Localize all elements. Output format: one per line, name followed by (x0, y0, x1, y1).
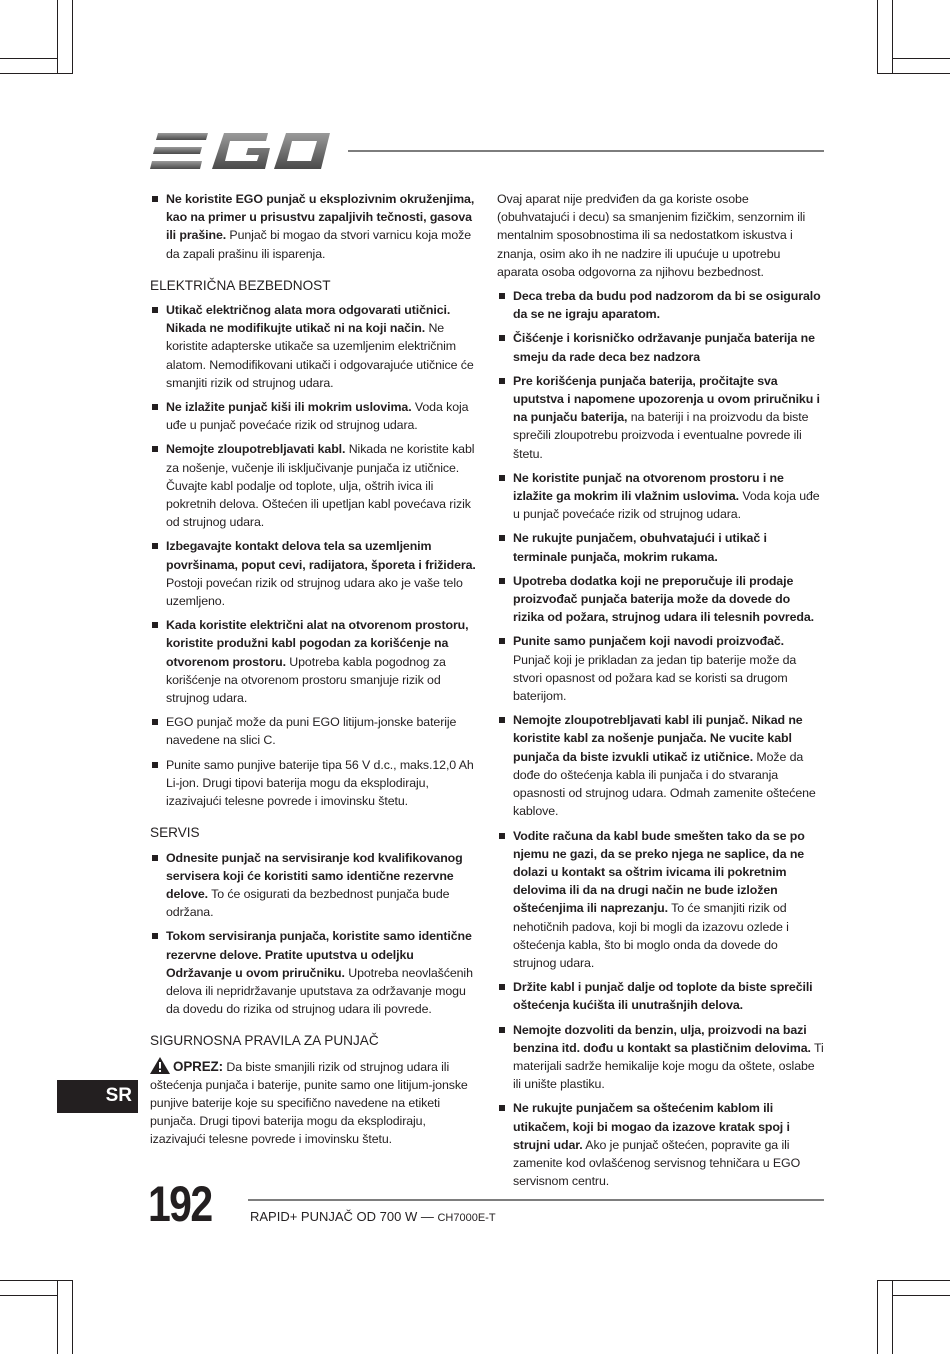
service-list (150, 849, 476, 1019)
list-item: Ne koristite punjač na otvorenom prostoru i ne izlažite ga mokrim ili vlažnim uslovima. Voda koja uđe u punjač povećaće rizik od strujnog udara. (497, 469, 824, 524)
list-item: Nemojte zloupotrebljavati kabl. Nikada ne koristite kabl za nošenje, vučenje ili isključivanje punjača iz utičnice. Čuvajte kabl podalje od toplote, ulja, oštrih ivica ili pokretnih delova. Oštećen ili upetljan kabl povećava rizik od strujnog udara. (150, 440, 476, 531)
footer-title (250, 1209, 496, 1224)
crop-mark (893, 1295, 950, 1296)
list-item: Nemojte zloupotrebljavati kabl ili punjač. Nikad ne koristite kabl za nošenje punjača. Ne vucite kabl punjača da biste izvukli utikač iz utičnice. Može da dođe do oštećenja kabla ili punjača i do stvaranja opasnosti od strujnog udara. Odmah zamenite oštećene kablove. (497, 711, 824, 820)
crop-mark (0, 1280, 72, 1281)
crop-mark (72, 1280, 73, 1354)
list-item: Izbegavajte kontakt delova tela sa uzemljenim površinama, poput cevi, radijatora, šporeta i frižidera. Postoji povećan rizik od strujnog udara ako je vaše telo uzemljeno. (150, 537, 476, 610)
list-item: Deca treba da budu pod nadzorom da bi se osiguralo da se ne igraju aparatom. (497, 287, 824, 323)
list-item: Utikač električnog alata mora odgovarati utičnici. Nikada ne modifikujte utikač ni na koji način. Ne koristite adapterske utikače sa uzemljenim električnim alatom. Nemodifikovani utikači i odgovarajuće utičnice će smanjiti rizik od strujnog udara. (150, 301, 476, 392)
crop-mark (0, 58, 57, 59)
list-item: Držite kabl i punjač dalje od toplote da biste sprečili oštećenja kućišta ili unutrašnjih delova. (497, 978, 824, 1014)
list-item: Punite samo punjačem koji navodi proizvođač. Punjač koji je prikladan za jedan tip baterije može da stvori opasnost od požara kad se koristi sa drugom baterijom. (497, 632, 824, 705)
list-item: Punite samo punjive baterije tipa 56 V d.c., maks.12,0 Ah Li-jon. Drugi tipovi baterija mogu da eksplodiraju, izazivajući telesne povrede i imovinsku štetu. (150, 756, 476, 811)
left-column (150, 190, 476, 1155)
charger-safety-heading: SIGURNOSNA PRAVILA ZA PUNJAČ (150, 1033, 379, 1049)
language-tab (57, 1080, 138, 1113)
list-item: Nemojte dozvoliti da benzin, ulja, proizvodi na bazi benzina itd. dođu u kontakt sa plastičnim delovima. Ti materijali sadrže hemikalije koje mogu da oštete, oslabe ili unište plastiku. (497, 1021, 824, 1094)
crop-mark (892, 1280, 893, 1354)
language-code: SR (105, 1085, 132, 1106)
page-number: 192 (148, 1176, 212, 1232)
list-item: Ne izlažite punjač kiši ili mokrim uslovima. Voda koja uđe u punjač povećaće rizik od strujnog udara. (150, 398, 476, 434)
crop-mark (0, 73, 72, 74)
product-title: RAPID+ PUNJAČ OD 700 W — (250, 1209, 434, 1224)
list-item: Pre korišćenja punjača baterija, pročitajte sva uputstva i napomene upozorenja u ovom priručniku i na punjaču baterija, na bateriji i na proizvodu da biste sprečili zloupotrebu proizvoda i eventualne povrede ili štetu. (497, 372, 824, 463)
crop-mark (878, 1280, 950, 1281)
list-item: Čišćenje i korisničko održavanje punjača baterija ne smeju da rade deca bez nadzora (497, 329, 824, 365)
caution-text: Da biste smanjili rizik od strujnog udara ili oštećenja punjača i baterije, punite samo one litijum-jonske punjive baterije koje su specifično navedene na etiketi punjača. Drugi tipovi baterija mogu da eksplodiraju, izazivajući telesne povrede i imovinsku štetu. (150, 1059, 468, 1147)
charger-rules-list (497, 287, 824, 1190)
header-rule (348, 150, 824, 152)
crop-mark (892, 0, 893, 74)
list-item: Tokom servisiranja punjača, koristite samo identične rezervne delove. Pratite uputstva u odeljku Održavanje u ovom priručniku. Upotreba neovlašćenih delova ili nepridržavanje uputstava za održavanje mogu da dovedu do rizika od strujnog udara ili povrede. (150, 927, 476, 1018)
caution-paragraph (150, 1057, 476, 1149)
crop-mark (877, 0, 878, 74)
footer-rule (248, 1199, 824, 1201)
ego-logo (150, 131, 330, 171)
caution-label: OPREZ: (173, 1058, 223, 1074)
list-item: Ne rukujte punjačem, obuhvatajući i utikač i terminale punjača, mokrim rukama. (497, 529, 824, 565)
model-number: CH7000E-T (437, 1212, 496, 1224)
list-item: Vodite računa da kabl bude smešten tako da se po njemu ne gazi, da se preko njega ne saplice, da ne dolazi u kontakt sa oštrim ivicama ili pokretnim delovima ili da na drugi način ne bude izložen oštećenjima ili naprezanju. To će smanjiti rizik od nehotičnih padova, koji bi mogli da izazovu ozlede i oštećenja kabla, što bi moglo onda da dovede do strujnog udara. (497, 827, 824, 973)
list-item: Ne rukujte punjačem sa oštećenim kablom ili utikačem, koji bi mogao da izazove kratak spoj i strujni udar. Ako je punjač oštećen, popravite ga ili zamenite kod ovlašćenog servisnog tehničara u EGO servisnom centru. (497, 1099, 824, 1190)
crop-mark (878, 73, 950, 74)
crop-mark (893, 58, 950, 59)
electrical-safety-list (150, 301, 476, 810)
electrical-safety-heading: ELEKTRIČNA BEZBEDNOST (150, 277, 331, 293)
list-item: Kada koristite električni alat na otvorenom prostoru, koristite produžni kabl pogodan za korišćenje na otvorenom prostoru. Upotreba kabla pogodnog za korišćenje na otvorenom prostoru smanjuje rizik od strujnog udara. (150, 616, 476, 707)
list-item: EGO punjač može da puni EGO litijum-jonske baterije navedene na slici C. (150, 713, 476, 749)
intro-paragraph: Ovaj aparat nije predviđen da ga koriste osobe (obuhvatajući i decu) sa smanjenim fizičkim, senzornim ili mentalnim sposobnostima ili sa nedostatkom iskustva i znanja, osim ako ih ne nadzire ili upućuje u upotrebu aparata osoba odgovorna za njihovu bezbednost. (497, 192, 806, 279)
list-item: Upotreba dodatka koji ne preporučuje ili prodaje proizvođač punjača baterija može da dovede do rizika od požara, strujnog udara ili telesnih povreda. (497, 572, 824, 627)
right-column (497, 190, 824, 1196)
crop-mark (72, 0, 73, 74)
crop-mark (877, 1280, 878, 1354)
warning-triangle-icon (150, 1057, 170, 1074)
list-item: Ne koristite EGO punjač u eksplozivnim okruženjima, kao na primer u prisustvu zapaljivih tečnosti, gasova ili prašine. Punjač bi mogao da stvori varnicu koja može da zapali prašinu ili isparenja. (150, 190, 476, 263)
intro-list (150, 190, 476, 263)
list-item: Odnesite punjač na servisiranje kod kvalifikovanog servisera koji će koristiti samo identične rezervne delove. To će osigurati da bezbednost punjača bude održana. (150, 849, 476, 922)
crop-mark (57, 0, 58, 74)
service-heading: SERVIS (150, 825, 200, 841)
crop-mark (57, 1280, 58, 1354)
crop-mark (0, 1295, 57, 1296)
